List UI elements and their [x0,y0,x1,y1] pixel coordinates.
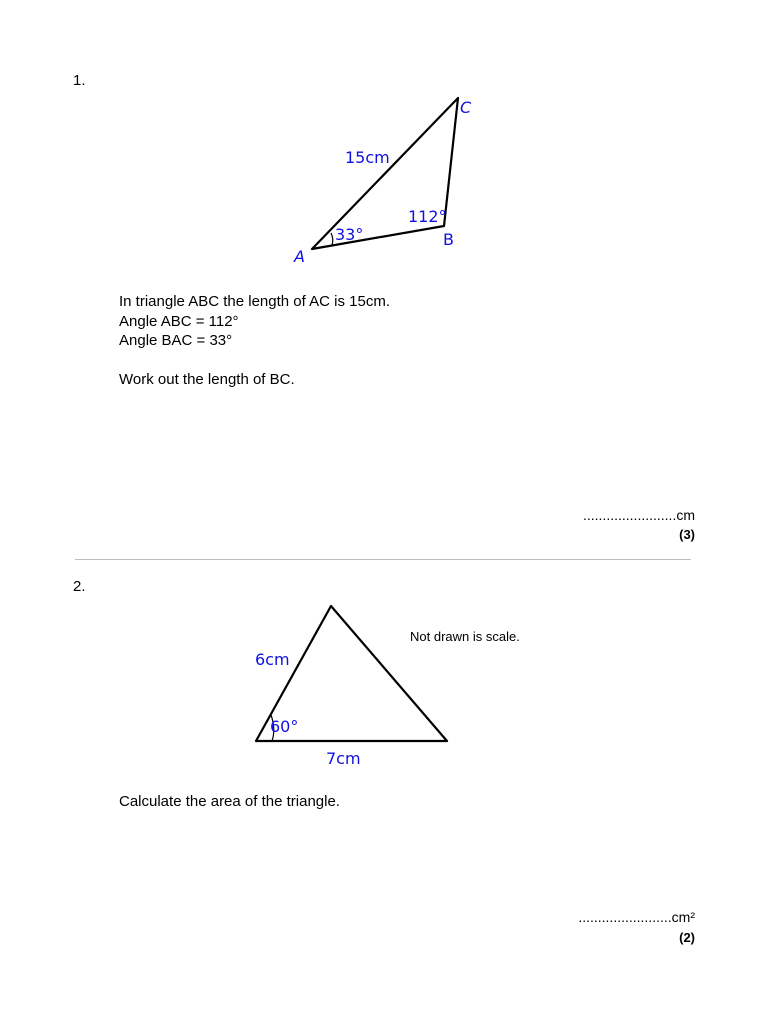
question-1-task: Work out the length of BC. [119,371,295,388]
question-1-answer-line[interactable]: ........................cm [582,507,695,523]
triangle-abc [312,98,458,249]
question-2-number: 2. [73,578,86,595]
statement-line: Angle ABC = 112° [119,312,239,330]
statement-line: Angle BAC = 33° [119,332,233,349]
question-2-answer-line[interactable]: ........................cm² [578,909,695,925]
question-1-number: 1. [73,72,86,89]
vertex-c-label: C [460,98,472,117]
question-1-statement [119,292,390,351]
triangle-abc-diagram [0,0,768,290]
vertex-a-label: A [294,247,305,266]
triangle-area-diagram [0,590,768,780]
section-divider [75,559,691,560]
vertex-b-label: B [443,230,454,249]
statement-line: In triangle ABC the length of AC is 15cm. [119,293,390,310]
side-ac-label: 15cm [345,148,390,167]
angle-a-label: 33° [335,225,364,244]
scale-note: Not drawn is scale. [410,629,520,644]
question-2-task: Calculate the area of the triangle. [119,793,340,810]
angle-b-label: 112° [408,207,447,226]
side-6cm-label: 6cm [255,650,290,669]
angle-a-arc [331,233,333,245]
question-2-marks: (2) [679,930,695,945]
angle-60-label: 60° [270,717,299,736]
question-1-marks: (3) [679,527,695,542]
side-7cm-label: 7cm [326,749,361,768]
